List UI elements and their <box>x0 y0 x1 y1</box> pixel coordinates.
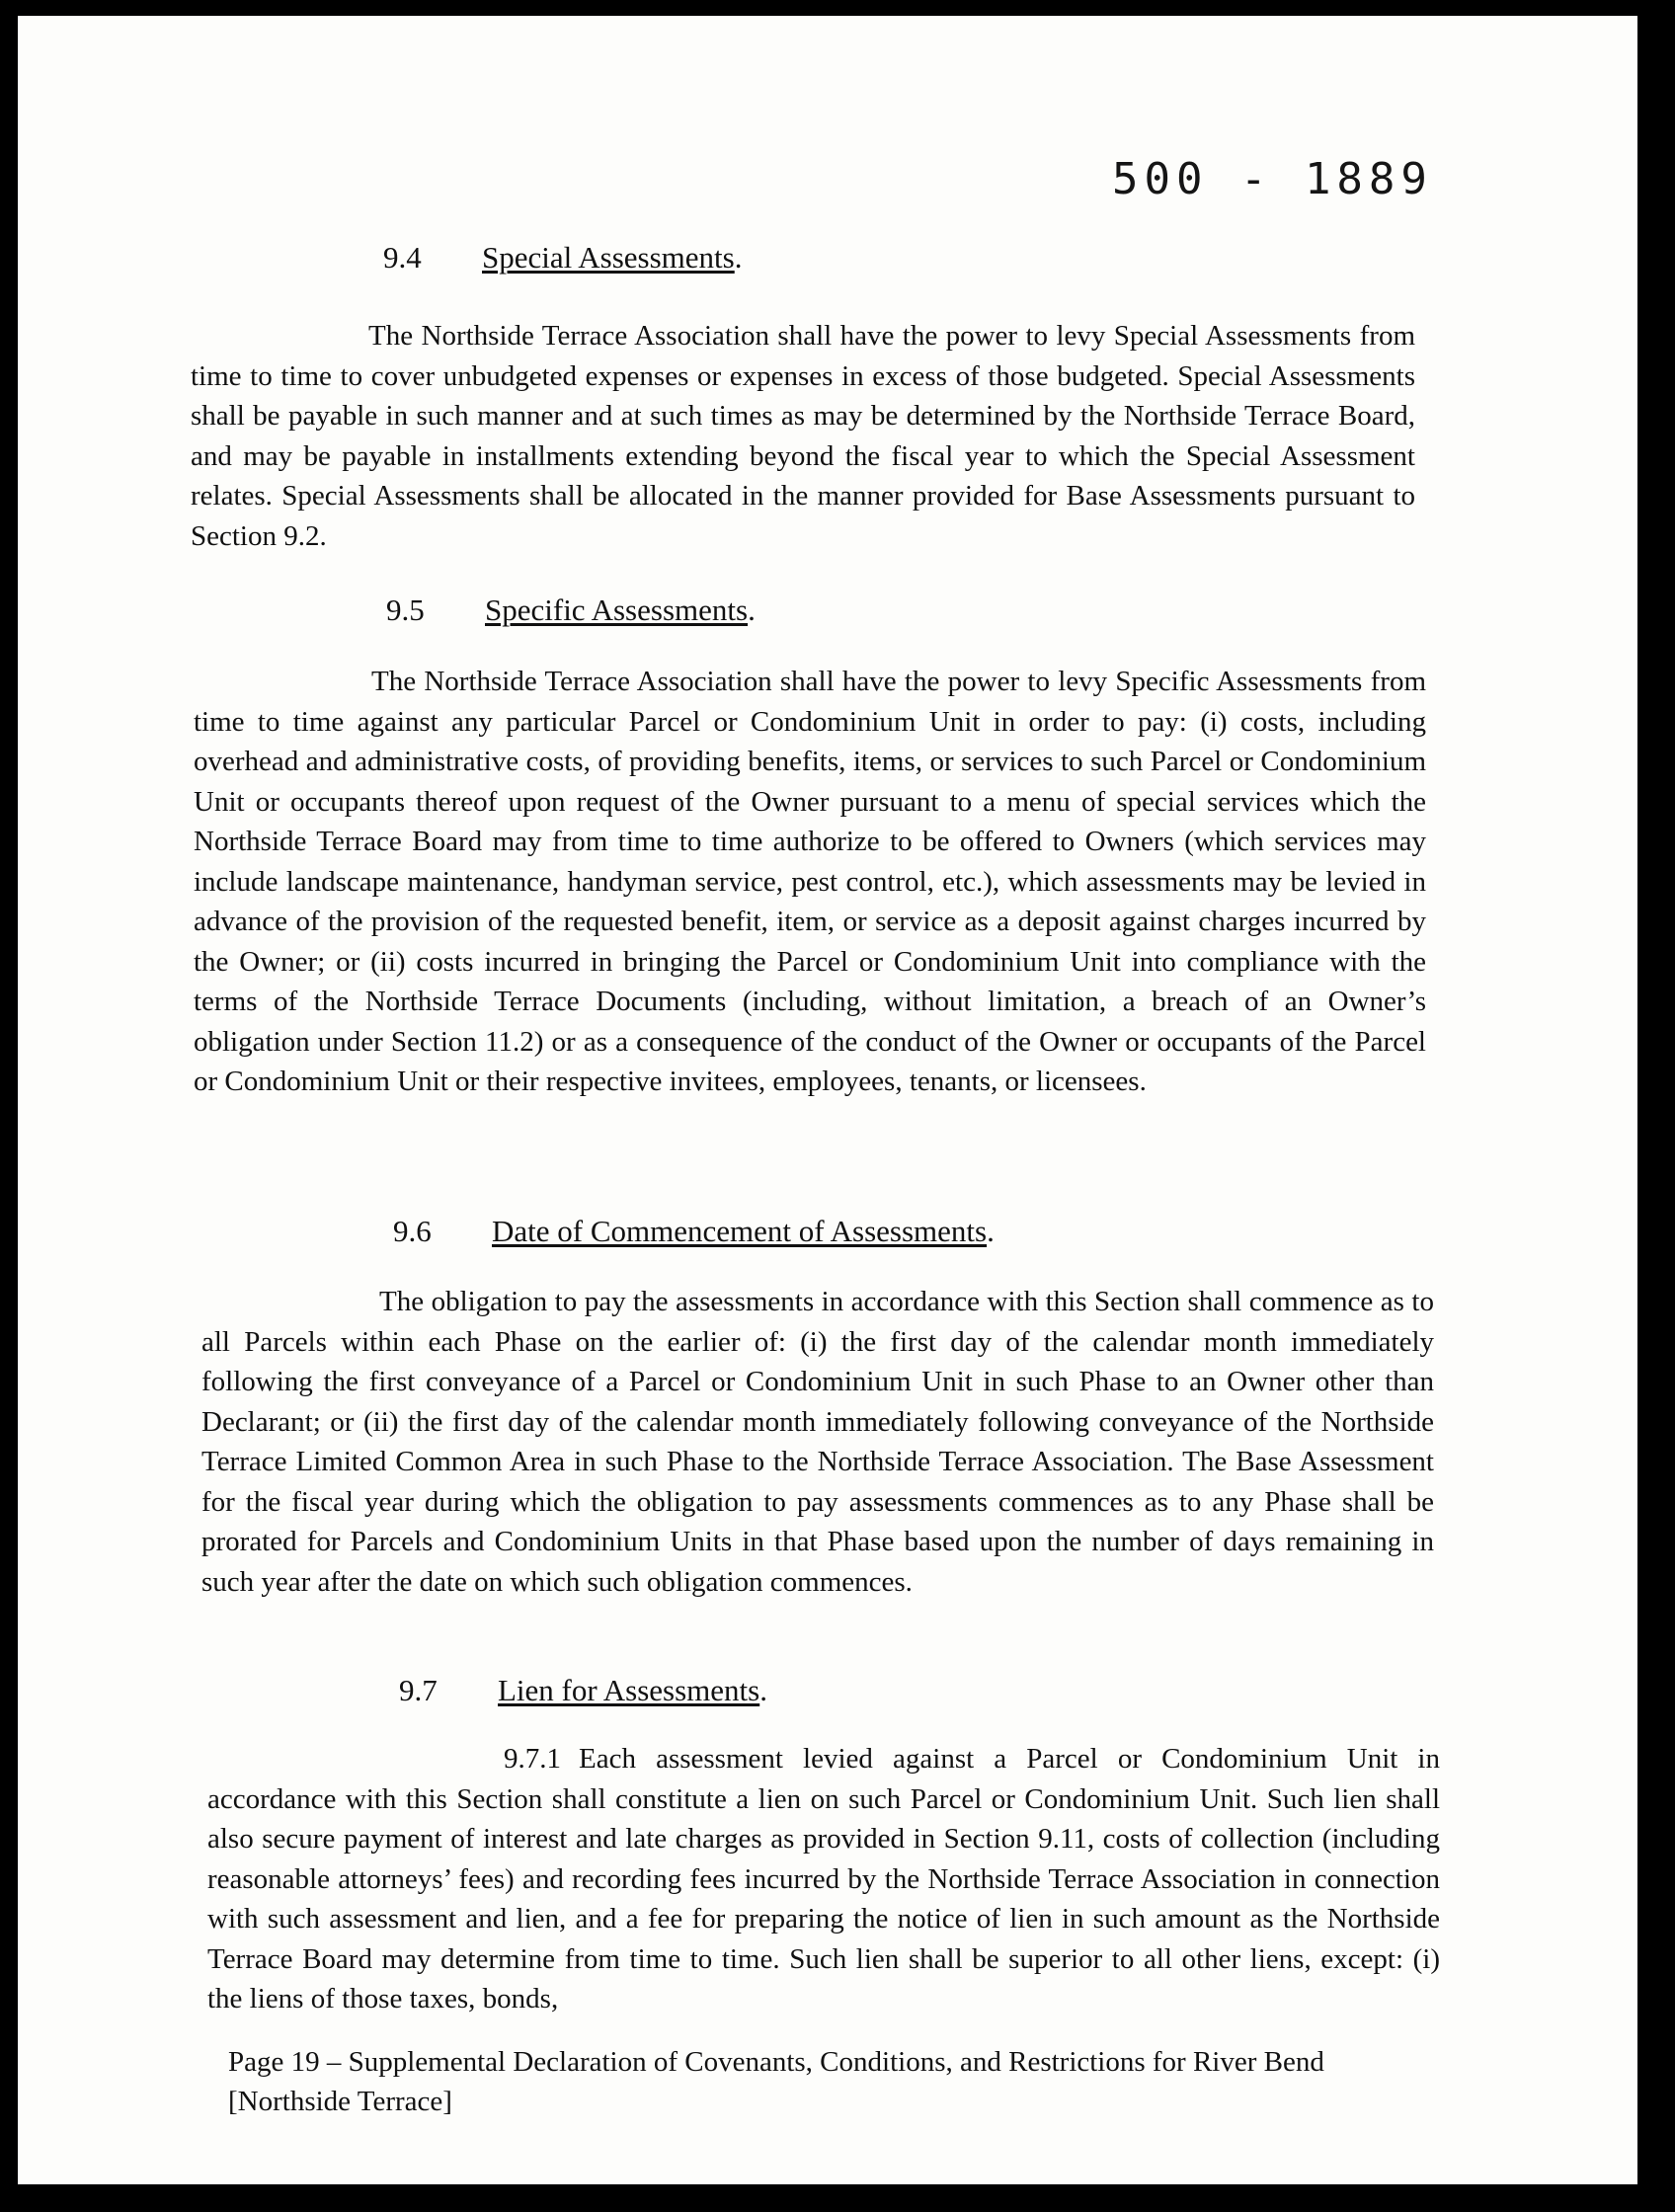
scan-edge <box>1649 227 1675 2064</box>
section-paragraph-9-4 <box>191 316 1415 556</box>
section-title: Specific Assessments <box>485 592 749 627</box>
paragraph-text: Each assessment levied against a Parcel or Condominium Unit in accordance with this Section shall constitute a lien on such Parcel or Condominium Unit. Such lien shall also secure payment of interest and late charges as provided in Section 9.11, costs of collection (including reasonable attorneys’ fees) and recording fees incurred by the Northside Terrace Association in connection with such assessment and lien, and a fee for preparing the notice of lien in such amount as the Northside Terrace Board may determine from time to time. Such lien shall be superior to all other liens, except: (i) the liens of those taxes, bonds, <box>207 1743 1440 2014</box>
section-paragraph-9-6 <box>201 1282 1434 1602</box>
footer-line-2: [Northside Terrace] <box>228 2086 452 2117</box>
section-number: 9.5 <box>386 592 425 627</box>
subsection-number: 9.7.1 <box>504 1743 561 1775</box>
document-sheet <box>18 16 1637 2184</box>
section-heading-9-6: 9.6 Date of Commencement of Assessments. <box>393 1214 995 1248</box>
section-number: 9.4 <box>383 240 422 275</box>
section-paragraph-9-5 <box>194 662 1426 1102</box>
section-paragraph-9-7-1 <box>207 1739 1440 2019</box>
section-number: 9.6 <box>393 1214 432 1248</box>
section-heading-9-5: 9.5 Specific Assessments. <box>386 592 756 627</box>
footer-line-1: Page 19 – Supplemental Declaration of Covenants, Conditions, and Restrictions for River Bend <box>228 2046 1324 2078</box>
page-footer <box>228 2042 1512 2121</box>
section-title: Date of Commencement of Assessments <box>492 1214 988 1248</box>
section-heading-9-4: 9.4 Special Assessments. <box>383 240 743 275</box>
paragraph-text: The Northside Terrace Association shall have the power to levy Special Assessments from time to time to cover unbudgeted expenses or expenses in excess of those budgeted. Special Assessments shall be payable in such manner and at such times as may be determined by the Northside Terrace Board, and may be payable in installments extending beyond the fiscal year to which the Special Assessment relates. Special Assessments shall be allocated in the manner provided for Base Assessments pursuant to Section 9.2. <box>191 320 1415 552</box>
document-stamp-number: 500 - 1889 <box>1112 154 1433 204</box>
section-heading-9-7: 9.7 Lien for Assessments. <box>399 1673 767 1707</box>
section-number: 9.7 <box>399 1673 438 1707</box>
section-title: Lien for Assessments <box>498 1673 760 1707</box>
paragraph-text: The obligation to pay the assessments in accordance with this Section shall commence as to all Parcels within each Phase on the earlier of: (i) the first day of the calendar month immediately following the first conveyance of a Parcel or Condominium Unit in such Phase to an Owner other than Declarant; or (ii) the first day of the calendar month immediately following conveyance of the Northside Terrace Limited Common Area in such Phase to the Northside Terrace Association. The Base Assessment for the fiscal year during which the obligation to pay assessments commences as to any Phase shall be prorated for Parcels and Condominium Units in that Phase based upon the number of days remaining in such year after the date on which such obligation commences. <box>201 1286 1434 1598</box>
paragraph-text: The Northside Terrace Association shall have the power to levy Specific Assessments from time to time against any particular Parcel or Condominium Unit in order to pay: (i) costs, including overhead and administrative costs, of providing benefits, items, or services to such Parcel or Condominium Unit or occupants thereof upon request of the Owner pursuant to a menu of special services which the Northside Terrace Board may from time to time authorize to be offered to Owners (which services may include landscape maintenance, handyman service, pest control, etc.), which assessments may be levied in advance of the provision of the requested benefit, item, or service as a deposit against charges incurred by the Owner; or (ii) costs incurred in bringing the Parcel or Condominium Unit into compliance with the terms of the Northside Terrace Documents (including, without limitation, a breach of an Owner’s obligation under Section 11.2) or as a consequence of the conduct of the Owner or occupants of the Parcel or Condominium Unit or their respective invitees, employees, tenants, or licensees. <box>194 666 1426 1097</box>
section-title: Special Assessments <box>482 240 735 275</box>
